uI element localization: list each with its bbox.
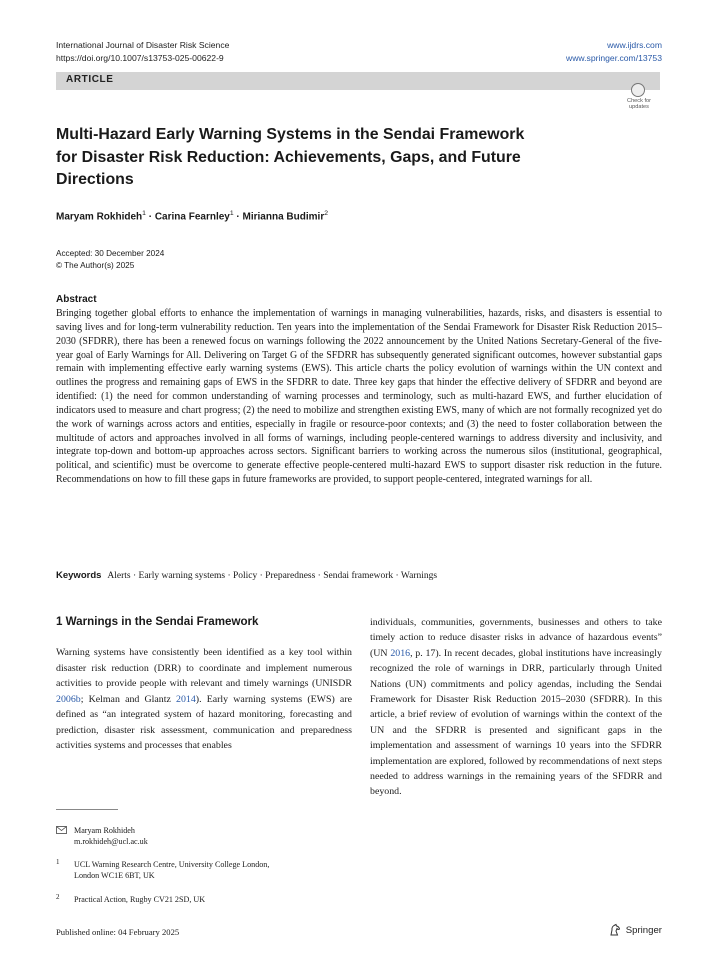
citation-link[interactable]: 2006b xyxy=(56,693,81,705)
author-separator: · xyxy=(145,211,155,223)
title-line: for Disaster Risk Reduction: Achievements, Gaps, and Future xyxy=(56,148,521,166)
envelope-icon xyxy=(56,826,67,834)
keywords xyxy=(56,570,437,581)
author-name[interactable]: Maryam Rokhideh xyxy=(56,211,143,223)
affiliation-mark: 2 xyxy=(56,893,60,901)
author-list xyxy=(56,210,328,222)
author-name[interactable]: Mirianna Budimir xyxy=(242,211,325,223)
doi-link[interactable]: https://doi.org/10.1007/s13753-025-00622-9 xyxy=(56,52,224,63)
journal-links xyxy=(566,39,662,64)
author-name[interactable]: Carina Fearnley xyxy=(154,211,230,223)
title-line: Directions xyxy=(56,171,134,188)
article-meta xyxy=(56,248,164,272)
published-date: Published online: 04 February 2025 xyxy=(56,927,180,937)
footnote-divider xyxy=(56,809,118,810)
body-column-right: individuals, communities, governments, businesses and others to take timely action to reduce disaster risks in advance of hazardous events” (UN 2016, p. 17). In recent decades, global institutions have increasingly recognized the role of warnings in DRR, particularly through United Nations (UN) commitments and policy agendas, including the Sendai Framework for Disaster Risk Reduction 2015–2030 (SFDRR). In this article, a brief review of evolution of warnings within the context of the UN and the SFDRR is presented and significant gaps in the implementation and assessment of warnings 10 years into the SFDRR implementation are explored, followed by recommendations of next steps needed to address warnings in the remaining years of the SFDRR and beyond. xyxy=(370,617,662,798)
section-heading: 1 Warnings in the Sendai Framework xyxy=(56,615,259,628)
correspondence-note xyxy=(0,825,360,849)
author-email[interactable]: m.rokhideh@ucl.ac.uk xyxy=(74,837,148,847)
author-separator: · xyxy=(233,211,243,223)
citation-link[interactable]: 2014 xyxy=(176,693,196,705)
article-type-label: ARTICLE xyxy=(66,73,114,85)
author-affiliation-mark: 1 xyxy=(229,210,234,217)
affiliation-note: 1 UCL Warning Research Centre, University College London, London WC1E 6BT, UK xyxy=(56,858,270,881)
publisher-name: Springer xyxy=(625,924,662,936)
article-title xyxy=(56,124,616,192)
keywords-label: Keywords xyxy=(56,570,102,581)
check-for-updates-icon[interactable]: Check for updates xyxy=(622,83,656,111)
affiliation-note: 2 Practical Action, Rugby CV21 2SD, UK xyxy=(56,893,206,904)
accepted-date: Accepted: 30 December 2024 xyxy=(56,249,165,258)
author-affiliation-mark: 1 xyxy=(142,210,146,217)
publisher-logo xyxy=(608,923,662,937)
citation-link[interactable]: 2016 xyxy=(390,647,411,659)
article-type-bar xyxy=(56,72,660,90)
author-affiliation-mark: 2 xyxy=(324,210,328,217)
abstract-heading: Abstract xyxy=(56,294,97,305)
springer-link[interactable]: www.springer.com/13753 xyxy=(565,52,662,63)
journal-name: International Journal of Disaster Risk Science xyxy=(56,40,230,50)
abstract-text: Bringing together global efforts to enhance the implementation of warnings in managing vulnerabilities, hazards, risks, and disasters is essential to saving lives and for long-term vulnerability reduction. Ten years into the implementation of the Sendai Framework for Disaster Risk Reduction 2015–2030 (SFDRR), there has been a renewed focus on warnings following the 2022 announcement by the United Nations Secretary-General of the five-year goal of Early Warnings for All. Delivering on Target G of the SFDRR has subsequently generated significant outcomes, however substantial gaps remain with implementing effective early warning systems (EWS). This article charts the policy evolution of warnings within the UN context and outlines the progress and remaining gaps of EWS in the SFDRR to date. Three key gaps that hinder the effective delivery of SFDRR and beyond are identified: (1) the need for common understanding of warning processes and terminology, such as multi-hazard EWS, and further elucidation of indicators used to measure and chart progress; (2) the need to mobilize and strengthen existing EWS, many of which are not formally recognized yet do the work of warnings across actors and entities, especially in fragile or resource-poor contexts; and (3) the need to foster collaboration between the multitude of actors and approaches involved in all forms of warnings, including people-centered warnings to address diversity and inclusivity, and integrate top-down and bottom-up approaches across sectors. Significant barriers to working across the numerous silos (institutional, geographical, political, and scientific) must be overcome to generate effective people-centered multi-hazard EWS to support disaster risk reduction in the future. Recommendations on how to fill these gaps in future frameworks are provided, to support people-centered, integrated warnings for all. xyxy=(56,308,662,486)
ijdrs-link[interactable]: www.ijdrs.com xyxy=(607,40,662,50)
springer-horse-icon xyxy=(608,923,622,937)
corresponding-author: Maryam Rokhideh xyxy=(74,826,135,835)
body-column-left: Warning systems have consistently been identified as a key tool within disaster risk reduction (DRR) to coordinate and implement numerous activities to provide people with relevant and timely warnings (UNISDR 2006b; Kelman and Glantz 2014). Early warning systems (EWS) are defined as “an integrated system of hazard monitoring, forecasting and prediction, disaster risk assessment, communication and preparedness activities systems and processes that enables xyxy=(56,647,352,752)
journal-header xyxy=(56,39,229,64)
affiliation-mark: 1 xyxy=(56,858,60,866)
keywords-list: Alerts · Early warning systems · Policy · Preparedness · Sendai framework · Warnings xyxy=(107,571,438,581)
copyright-notice: © The Author(s) 2025 xyxy=(56,261,135,270)
title-line: Multi-Hazard Early Warning Systems in the Sendai Framework xyxy=(56,126,525,143)
